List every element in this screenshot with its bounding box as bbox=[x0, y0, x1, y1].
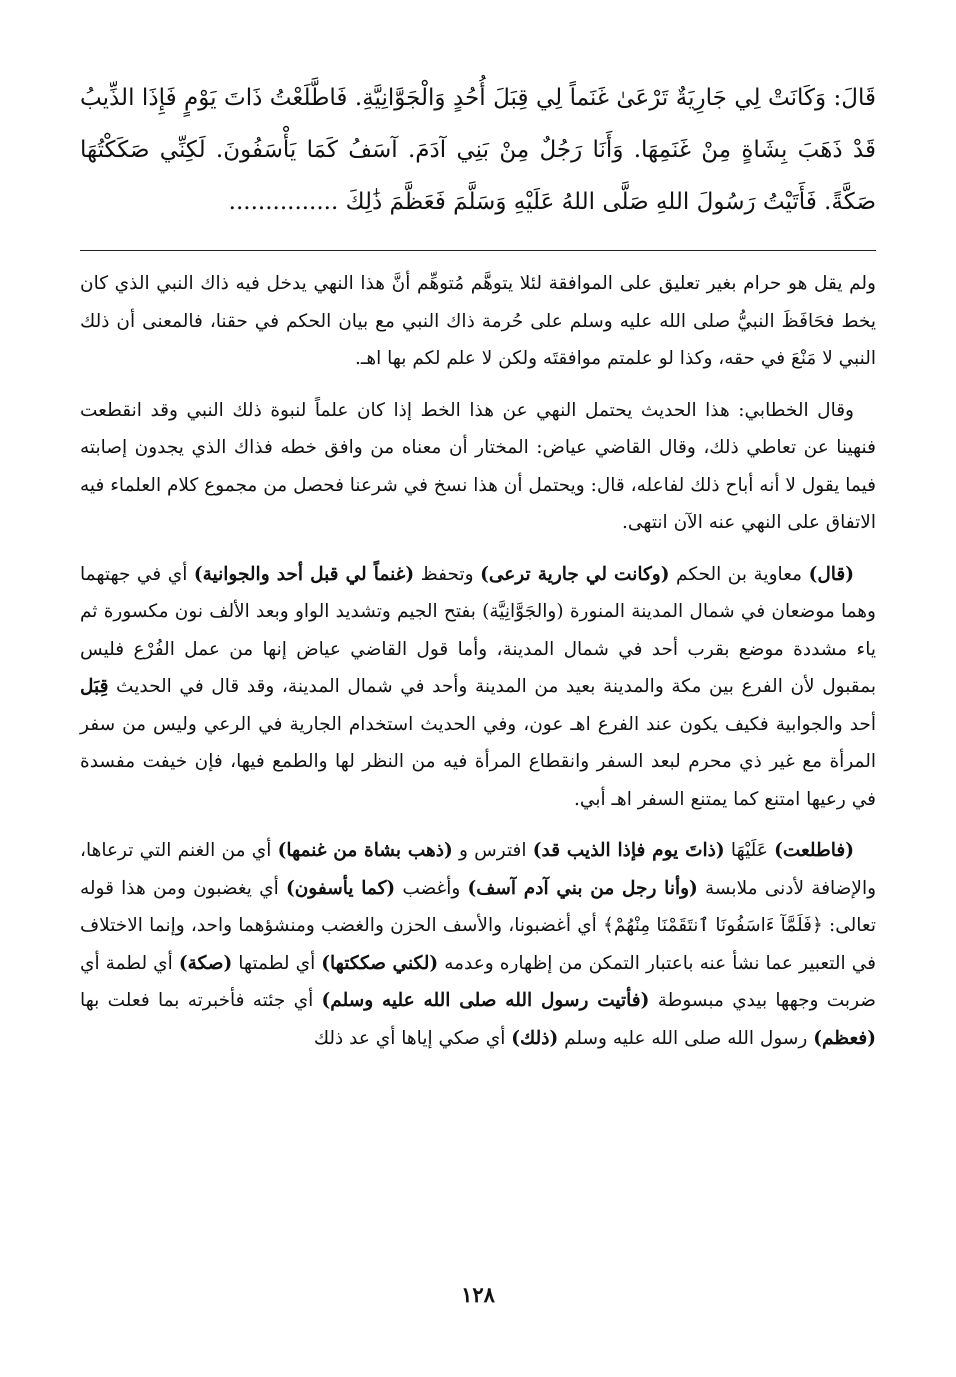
commentary-text: أي يغضبون ومن هذا قوله تعالى: ﴿فَلَمَّآ ءَاسَفُونَا ٱنتَقَمْنَا مِنْهُمْ﴾ أي أغضبونا، والأسف الحزن والغضب ومنشؤهما واحد، وإنما الاختلاف في التعبير عما نشأ عنه باعتبار التمكن من إظهاره وعدمه bbox=[80, 877, 876, 974]
separator-line bbox=[80, 250, 876, 251]
bold-quote: (وكانت لي جارية ترعى) bbox=[480, 563, 670, 585]
page-number: ١٢٨ bbox=[461, 1282, 495, 1307]
hadith-text: قَالَ: وَكَانَتْ لِي جَارِيَةٌ تَرْعَىٰ غَنَماً لِي قِبَلَ أُحُدٍ وَالْجَوَّانِيَّةِ. فَاطَّلَعْتُ ذَاتَ يَوْمٍ فَإِذَا الذِّيبُ قَدْ ذَهَبَ بِشَاةٍ مِنْ غَنَمِهَا. وَأَنَا رَجُلٌ مِنْ بَنِي آدَمَ. آسَفُ كَمَا يَأْسَفُونَ. لَكِنِّي صَكَكْتُهَا صَكَّةً. فَأَتَيْتُ رَسُولَ اللهِ صَلَّى اللهُ عَلَيْهِ وَسَلَّمَ فَعَظَّمَ ذَٰلِكَ ............... bbox=[80, 85, 876, 215]
bold-quote: (كما يأسفون) bbox=[285, 877, 396, 899]
commentary-paragraph-2: وقال الخطابي: هذا الحديث يحتمل النهي عن هذا الخط إذا كان علماً لنبوة ذلك النبي وقد انقطعت فنهينا عن تعاطي ذلك، وقال القاضي عياض: المختار أن معناه من وافق خطه فذاك الذي يجدون إصابته فيما يقول لا أنه أباح ذلك لفاعله، قال: ويحتمل أن هذا نسخ في شرعنا فحصل من مجموع كلام العلماء فيه الاتفاق على النهي عنه الآن انتهى. bbox=[80, 399, 876, 533]
bold-quote: (قال) bbox=[808, 563, 854, 585]
commentary-text: أي لطمتها bbox=[232, 952, 322, 974]
commentary-text: أي في جهتهما وهما موضعان في شمال المدينة المنورة (والجَوَّانِيَّة) بفتح الجيم وتشديد الواو وبعد الألف نون مكسورة ثم ياء مشددة موضع بقرب أحد في شمال المدينة، وأما قول القاضي عياض إنها من عمل الفُرْع فليس بمقبول لأن الفرع بين مكة والمدينة بعيد من المدينة وأحد في شمال المدينة، وقد قال في الحديث bbox=[80, 563, 876, 697]
commentary-paragraph-3 bbox=[80, 556, 876, 819]
commentary-text: أي صكي إياها أي عد ذلك bbox=[313, 1027, 512, 1049]
bold-quote: (لكني صككتها) bbox=[321, 952, 439, 974]
commentary-text: وأغضب bbox=[395, 877, 468, 899]
commentary-paragraph-4 bbox=[80, 832, 876, 1057]
bold-quote: (ذهب بشاة من غنمها) bbox=[277, 840, 453, 861]
commentary-text: أي جئته فأخبرته بما فعلت بها bbox=[80, 990, 322, 1011]
commentary-text: أي من الغنم التي ترعاها، والإضافة لأدنى ملابسة bbox=[80, 840, 877, 899]
page bbox=[80, 72, 876, 1377]
bold-quote: (وأنا رجل من بني آدم آسف) bbox=[467, 877, 698, 899]
commentary-text: رسول الله صلى الله عليه وسلم bbox=[558, 1027, 814, 1049]
commentary-paragraph-1: ولم يقل هو حرام بغير تعليق على الموافقة لئلا يتوهَّم مُتوهِّم أنَّ هذا النهي يدخل فيه ذاك النبي الذي كان يخط فحَافَظَ النبيُّ صلى الله عليه وسلم على حُرمة ذاك النبي مع بيان الحكم في حقنا، فالمعنى أن ذلك النبي لا مَنْعَ في حقه، وكذا لو علمتم موافقتَه ولكن لا علم لكم بها اهـ. bbox=[80, 273, 876, 369]
commentary-text: عَلَيْهَا bbox=[724, 840, 775, 861]
bold-quote: (فأتيت رسول الله صلى الله عليه وسلم) bbox=[321, 990, 650, 1011]
commentary-text: أحد والجوابية فكيف يكون عند الفرع اهـ عون، وفي الحديث استخدام الجارية في الرعي وليس من سفر المرأة مع غير ذي محرم لبعد السفر وانقطاع المرأة فيه من النظر لها والطمع فيها، فإن خيفت مفسدة في رعيها امتنع كما يمتنع السفر اهـ أبي. bbox=[80, 713, 876, 810]
bold-quote: قِبَل bbox=[80, 676, 109, 697]
bold-quote: (فعظم) bbox=[813, 1027, 876, 1049]
bold-quote: (غنماً لي قبل أحد والجوانية) bbox=[193, 563, 415, 585]
commentary-text: افترس و bbox=[452, 840, 533, 861]
bold-quote: (صكة) bbox=[178, 952, 233, 974]
bold-quote: (ذلك) bbox=[511, 1027, 559, 1049]
commentary bbox=[80, 265, 876, 1057]
commentary-text: معاوية بن الحكم bbox=[669, 563, 809, 585]
commentary-text: وتحفظ bbox=[414, 563, 481, 585]
bold-quote: (فاطلعت) bbox=[774, 840, 854, 861]
commentary-text: أي لطمة أي ضربت وجهها بيدي مبسوطة bbox=[80, 952, 876, 1011]
bold-quote: (ذاتَ يوم فإذا الذيب قد) bbox=[532, 840, 725, 861]
